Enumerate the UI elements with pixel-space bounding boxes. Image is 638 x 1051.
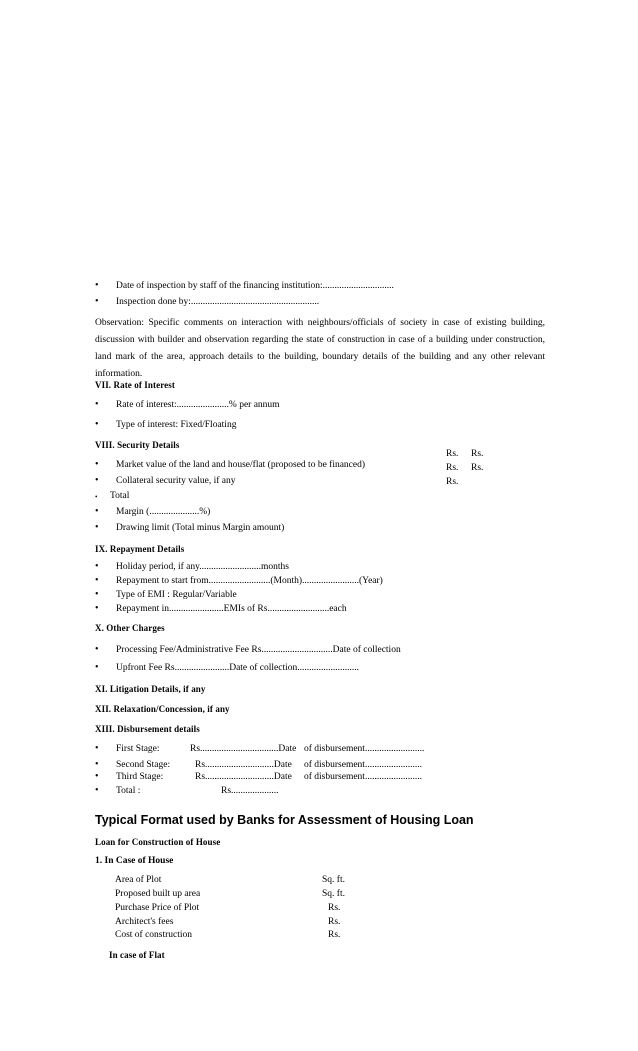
stage-label: First Stage:: [116, 744, 160, 754]
observation-line: discussion with builder and observation regarding the state of construction in case of a building under construction,: [95, 335, 545, 345]
bullet: •: [95, 785, 99, 796]
stage-label: Third Stage:: [116, 772, 164, 782]
bullet: •: [95, 522, 99, 533]
bullet: •: [95, 296, 99, 307]
margin: Margin (.....................%): [116, 507, 211, 517]
house-row-unit: Sq. ft.: [322, 875, 345, 885]
rs-label: Rs.: [471, 449, 484, 459]
house-row-unit: Rs.: [328, 930, 341, 940]
case-flat-heading: In case of Flat: [109, 950, 165, 960]
rate-of-interest: Rate of interest:......................% per annum: [116, 400, 280, 410]
format-subtitle: Loan for Construction of House: [95, 837, 221, 847]
house-row-unit: Sq. ft.: [322, 889, 345, 899]
bullet: •: [95, 759, 99, 770]
security-total: Total: [110, 491, 130, 501]
observation-line: land mark of the area, approach details to the building, boundary details of the building and any other relevant: [95, 352, 545, 362]
drawing-limit: Drawing limit (Total minus Margin amount): [116, 523, 285, 533]
observation-paragraph: [95, 315, 545, 383]
bullet: •: [95, 662, 99, 673]
case-house-heading: [95, 855, 173, 867]
format-title: Typical Format used by Banks for Assessment of Housing Loan: [95, 813, 474, 827]
collateral-value: Collateral security value, if any: [116, 476, 236, 486]
stage-amount: Rs.................................Date: [190, 744, 297, 754]
house-row-label: Cost of construction: [115, 930, 193, 940]
section-heading-security: VIII. Security Details: [95, 440, 180, 450]
upfront-fee: Upfront Fee Rs.......................Date of collection..........................: [116, 663, 360, 673]
bullet: •: [95, 743, 99, 754]
house-row-label: Proposed built up area: [115, 889, 201, 899]
bullet: •: [95, 644, 99, 655]
section-heading-repayment: IX. Repayment Details: [95, 544, 185, 554]
bullet: •: [95, 603, 99, 614]
stage-date: of disbursement.........................: [304, 744, 425, 754]
bullet: •: [95, 771, 99, 782]
total-amount: Rs....................: [221, 786, 279, 796]
bullet: •: [95, 280, 99, 291]
observation-line: information.: [95, 369, 143, 379]
house-row-unit: Rs.: [328, 903, 341, 913]
section-heading-charges: X. Other Charges: [95, 623, 165, 633]
section-heading-rate: VII. Rate of Interest: [95, 380, 175, 390]
stage-label: Second Stage:: [116, 760, 171, 770]
house-row-unit: Rs.: [328, 917, 341, 927]
type-of-interest: Type of interest: Fixed/Floating: [116, 420, 237, 430]
inspection-date: Date of inspection by staff of the financing institution:..............................: [116, 281, 394, 291]
section-heading-disbursement: XIII. Disbursement details: [95, 724, 200, 734]
bullet: •: [95, 419, 99, 430]
emi-type: Type of EMI : Regular/Variable: [116, 590, 237, 600]
house-row-label: Purchase Price of Plot: [115, 903, 200, 913]
processing-fee: Processing Fee/Administrative Fee Rs..............................Date of collection: [116, 645, 401, 655]
bullet: •: [95, 589, 99, 600]
bullet: •: [95, 475, 99, 486]
house-row-label: Area of Plot: [115, 875, 162, 885]
rs-label: Rs.: [446, 449, 459, 459]
bullet: •: [95, 493, 98, 501]
total-label: Total :: [116, 786, 141, 796]
house-row-label: Architect's fees: [115, 917, 174, 927]
holiday-period: Holiday period, if any..........................months: [116, 562, 290, 572]
market-value: Market value of the land and house/flat (proposed to be financed): [116, 460, 366, 470]
stage-date: of disbursement........................: [304, 772, 422, 782]
stage-amount: Rs.............................Date: [195, 760, 292, 770]
stage-amount: Rs.............................Date: [195, 772, 292, 782]
bullet: •: [95, 459, 99, 470]
bullet: •: [95, 506, 99, 517]
section-heading-litigation: XI. Litigation Details, if any: [95, 684, 206, 694]
repayment-in: Repayment in.......................EMIs of Rs..........................each: [116, 604, 347, 614]
stage-date: of disbursement........................: [304, 760, 422, 770]
bullet: •: [95, 399, 99, 410]
bullet: •: [95, 561, 99, 572]
case-house-label: 1. In Case of House: [95, 856, 174, 866]
section-heading-relaxation: XII. Relaxation/Concession, if any: [95, 704, 230, 714]
rs-label: Rs.: [446, 463, 459, 473]
inspection-done-by: Inspection done by:......................................................: [116, 297, 320, 307]
bullet: •: [95, 575, 99, 586]
observation-line: Observation: Specific comments on interaction with neighbours/officials of society in case of existing building,: [95, 318, 545, 328]
rs-label: Rs.: [446, 477, 459, 487]
rs-label: Rs.: [471, 463, 484, 473]
repayment-start: Repayment to start from..........................(Month)........................(Year): [116, 576, 383, 586]
